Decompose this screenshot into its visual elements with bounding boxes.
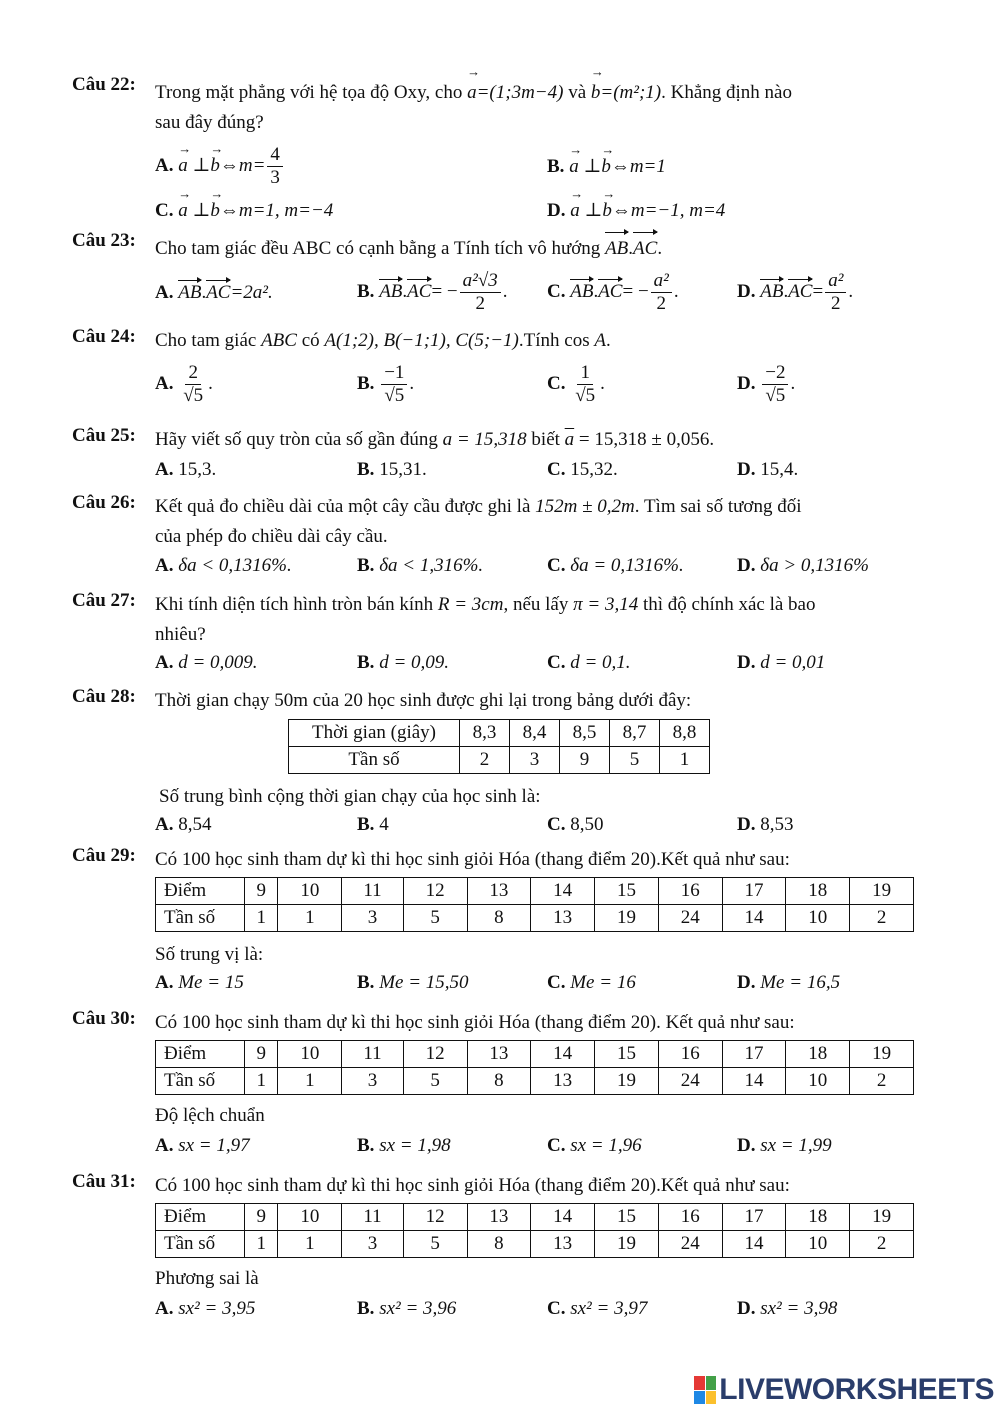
table-row: Thời gian (giây) 8,3 8,4 8,5 8,7 8,8 <box>289 720 710 747</box>
option-c[interactable]: C. → a ⊥→ b⇔m=1, m=−4 <box>155 196 333 222</box>
option-a[interactable]: A. Me = 15 <box>155 972 244 993</box>
option-c[interactable]: C. sx = 1,96 <box>547 1135 642 1156</box>
time-frequency-table <box>288 719 710 774</box>
option-d[interactable]: D. $\frac{-2}{√5}$ . <box>737 362 796 406</box>
question-label: Câu 31: <box>72 1171 136 1192</box>
score-frequency-table <box>155 1203 914 1258</box>
option-b[interactable]: B. 15,31. <box>357 459 427 480</box>
question-26 <box>72 492 934 576</box>
option-c[interactable]: C. 8,50 <box>547 814 604 835</box>
option-b[interactable]: B. $\frac{-1}{√5}$ . <box>357 362 415 406</box>
option-d[interactable]: D. 8,53 <box>737 814 794 835</box>
option-a[interactable]: A. AB.AC=2a². <box>155 278 273 304</box>
question-label: Câu 30: <box>72 1008 136 1029</box>
liveworksheets-logo-icon <box>694 1376 716 1404</box>
question-24 <box>72 326 934 406</box>
option-d[interactable]: D. sx = 1,99 <box>737 1135 832 1156</box>
question-23 <box>72 230 934 314</box>
option-c[interactable]: C. $\frac{1}{√5}$ . <box>547 362 605 406</box>
option-a[interactable]: A. δa < 0,1316%. <box>155 555 292 576</box>
question-25 <box>72 425 934 480</box>
option-d[interactable]: D. sx² = 3,98 <box>737 1298 838 1319</box>
question-label: Câu 22: <box>72 74 136 95</box>
option-c[interactable]: C. 15,32. <box>547 459 618 480</box>
question-label: Câu 26: <box>72 492 136 513</box>
table-row: Điểm 9 10 11 12 13 14 15 16 17 18 19 <box>156 878 914 905</box>
option-b[interactable]: B. Me = 15,50 <box>357 972 469 993</box>
question-label: Câu 28: <box>72 686 136 707</box>
option-c[interactable]: C. δa = 0,1316%. <box>547 555 684 576</box>
question-text: Cho tam giác ABC có A(1;2), B(−1;1), C(5;−1).Tính cos A. <box>155 330 611 351</box>
score-frequency-table <box>155 1040 914 1095</box>
question-text: Có 100 học sinh tham dự kì thi học sinh giỏi Hóa (thang điểm 20). Kết quả như sau: <box>155 1012 795 1033</box>
option-b[interactable]: B. sx = 1,98 <box>357 1135 451 1156</box>
option-a[interactable]: A. sx² = 3,95 <box>155 1298 256 1319</box>
table-row: Điểm 9 10 11 12 13 14 15 16 17 18 19 <box>156 1204 914 1231</box>
score-frequency-table <box>155 877 914 932</box>
question-text: Cho tam giác đều ABC có cạnh bằng a Tính tích vô hướng AB.AC. <box>155 230 934 264</box>
question-subtext: Số trung bình cộng thời gian chạy của học sinh là: <box>159 786 541 807</box>
option-c[interactable]: C. Me = 16 <box>547 972 636 993</box>
option-b[interactable]: B. δa < 1,316%. <box>357 555 484 576</box>
question-text: Thời gian chạy 50m của 20 học sinh được ghi lại trong bảng dưới đây: <box>155 690 692 711</box>
option-c[interactable]: C. d = 0,1. <box>547 652 631 673</box>
question-label: Câu 27: <box>72 590 136 611</box>
table-row: Tần số 1 1 3 5 8 13 19 24 14 10 2 <box>156 1231 914 1258</box>
logo-text: LIVEWORKSHEETS <box>719 1373 994 1406</box>
option-d[interactable]: D. δa > 0,1316% <box>737 555 869 576</box>
question-27 <box>72 590 934 673</box>
question-text: Có 100 học sinh tham dự kì thi học sinh giỏi Hóa (thang điểm 20).Kết quả như sau: <box>155 849 790 870</box>
option-d[interactable]: D. 15,4. <box>737 459 799 480</box>
option-a[interactable]: A. → a ⊥→ b⇔m= $\frac{4}{3}$ <box>155 144 285 189</box>
option-c[interactable]: C. AB.AC= − $\frac{\text{a²}}{2}$ . <box>547 270 679 314</box>
option-b[interactable]: B. → a ⊥→ b⇔m=1 <box>547 152 666 178</box>
option-b[interactable]: B. sx² = 3,96 <box>357 1298 457 1319</box>
option-a[interactable]: A. sx = 1,97 <box>155 1135 250 1156</box>
table-row: Tần số 2 3 9 5 1 <box>289 747 710 774</box>
question-subtext: Số trung vị là: <box>155 944 264 965</box>
option-d[interactable]: D. d = 0,01 <box>737 652 826 673</box>
question-28 <box>72 686 934 716</box>
option-d[interactable]: D. AB.AC= $\frac{\text{a²}}{2}$ . <box>737 270 854 314</box>
liveworksheets-logo <box>694 1373 994 1407</box>
question-label: Câu 25: <box>72 425 136 446</box>
option-b[interactable]: B. 4 <box>357 814 389 835</box>
option-a[interactable]: A. 15,3. <box>155 459 217 480</box>
option-d[interactable]: D. → a ⊥→ b⇔m=−1, m=4 <box>547 196 725 222</box>
question-text: Có 100 học sinh tham dự kì thi học sinh giỏi Hóa (thang điểm 20).Kết quả như sau: <box>155 1175 790 1196</box>
question-text: Khi tính diện tích hình tròn bán kính R = 3cm, nếu lấy π = 3,14 thì độ chính xác là bao nhiêu? <box>155 594 816 645</box>
option-d[interactable]: D. Me = 16,5 <box>737 972 841 993</box>
question-label: Câu 29: <box>72 845 136 866</box>
question-31 <box>72 1171 934 1201</box>
question-30 <box>72 1008 934 1038</box>
question-22 <box>72 74 934 221</box>
question-29 <box>72 845 934 875</box>
option-b[interactable]: B. AB.AC= − $\frac{\text{a²√3}}{2}$ . <box>357 270 508 314</box>
question-label: Câu 24: <box>72 326 136 347</box>
option-a[interactable]: A. 8,54 <box>155 814 212 835</box>
question-subtext: Độ lệch chuẩn <box>155 1105 265 1126</box>
question-text: Trong mặt phẳng với hệ tọa độ Oxy, cho → a=(1;3m−4) và → b=(m²;1). Khẳng định nào sau đây đúng? <box>155 74 934 138</box>
option-a[interactable]: A. $\frac{2}{√5}$ . <box>155 362 213 406</box>
question-text: Kết quả đo chiều dài của một cây cầu được ghi là 152m ± 0,2m. Tìm sai số tương đối của phép đo chiều dài cây cầu. <box>155 496 802 547</box>
table-row: Tần số 1 1 3 5 8 13 19 24 14 10 2 <box>156 905 914 932</box>
option-c[interactable]: C. sx² = 3,97 <box>547 1298 648 1319</box>
option-a[interactable]: A. d = 0,009. <box>155 652 258 673</box>
table-row: Tần số 1 1 3 5 8 13 19 24 14 10 2 <box>156 1068 914 1095</box>
question-text: Hãy viết số quy tròn của số gần đúng a = 15,318 biết $\overline{a} = 15,318 \pm 0,056$. <box>155 429 715 450</box>
question-label: Câu 23: <box>72 230 136 251</box>
table-row: Điểm 9 10 11 12 13 14 15 16 17 18 19 <box>156 1041 914 1068</box>
question-subtext: Phương sai là <box>155 1268 259 1289</box>
option-b[interactable]: B. d = 0,09. <box>357 652 450 673</box>
